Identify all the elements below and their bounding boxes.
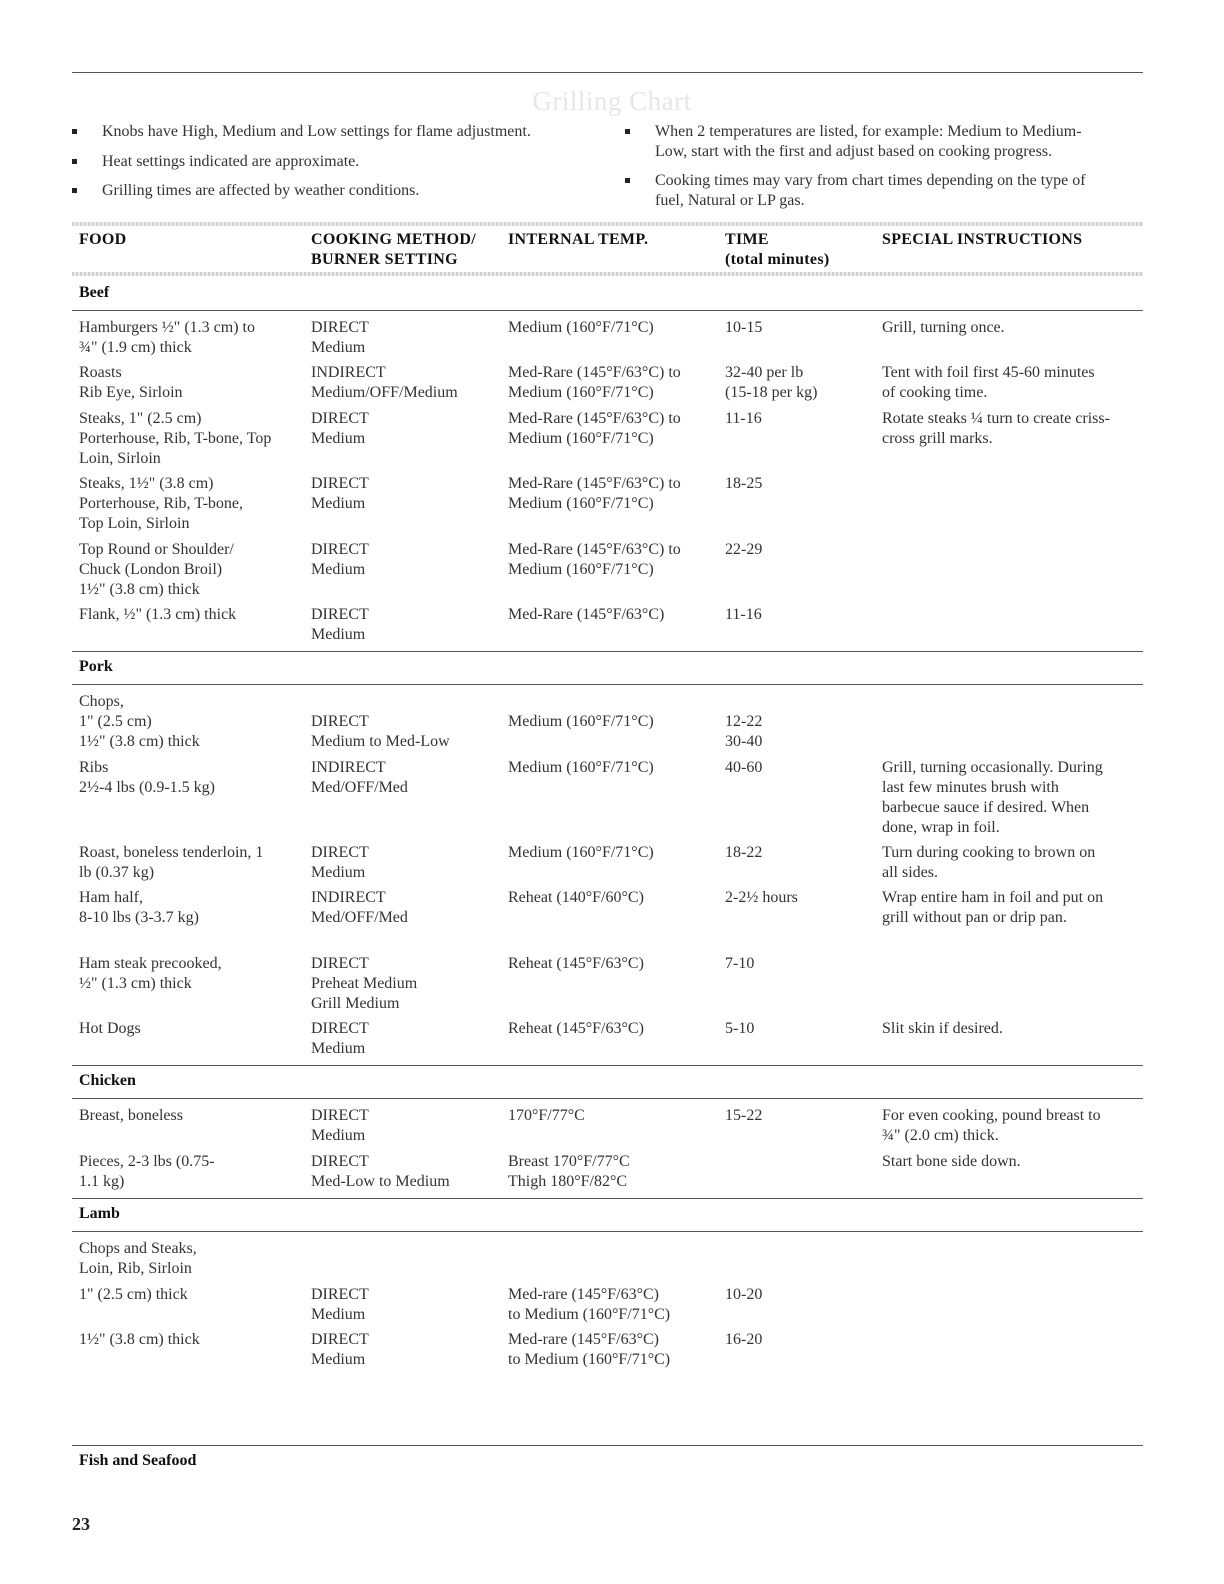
method-cell: DIRECT Medium <box>311 475 369 512</box>
time-cell: 18-22 <box>725 844 763 861</box>
temp-cell: Medium (160°F/71°C) <box>508 319 654 336</box>
method-cell: DIRECT Med-Low to Medium <box>311 1153 450 1190</box>
time-cell: 2-2½ hours <box>725 889 798 906</box>
method-cell: DIRECT Medium <box>311 1286 369 1323</box>
note-item: Heat settings indicated are approximate. <box>72 152 592 172</box>
food-cell: Roasts Rib Eye, Sirloin <box>79 364 183 401</box>
temp-cell: Reheat (145°F/63°C) <box>508 955 644 972</box>
special-cell: For even cooking, pound breast to ¾" (2.0 cm) thick. <box>882 1107 1101 1144</box>
time-cell: 10-20 <box>725 1286 763 1303</box>
food-cell: 1" (2.5 cm) thick <box>79 1286 188 1303</box>
method-cell: INDIRECT Med/OFF/Med <box>311 889 408 926</box>
method-cell: DIRECT Preheat Medium Grill Medium <box>311 955 418 1012</box>
special-cell: Turn during cooking to brown on all sides. <box>882 844 1096 881</box>
temp-cell: Med-rare (145°F/63°C) to Medium (160°F/71°C) <box>508 1331 671 1368</box>
food-cell: Hot Dogs <box>79 1020 141 1037</box>
section-rule <box>72 1065 1143 1066</box>
col-header-time: TIME (total minutes) <box>725 231 830 268</box>
method-cell: DIRECT Medium <box>311 844 369 881</box>
temp-cell: Breast 170°F/77°C Thigh 180°F/82°C <box>508 1153 630 1190</box>
section-beef: Beef <box>79 284 110 301</box>
temp-cell: Medium (160°F/71°C) <box>508 713 654 730</box>
col-header-method: COOKING METHOD/ BURNER SETTING <box>311 231 476 268</box>
page-title: Grilling Chart <box>532 86 692 116</box>
top-rule <box>72 72 1143 73</box>
food-cell: Hamburgers ½" (1.3 cm) to ¾" (1.9 cm) thick <box>79 319 255 356</box>
note-item: When 2 temperatures are listed, for example: Medium to Medium- Low, start with the first and adjust based on cooking progress. <box>625 122 1145 161</box>
time-cell: 10-15 <box>725 319 763 336</box>
time-cell: 7-10 <box>725 955 755 972</box>
section-rule <box>72 684 1143 685</box>
method-cell: DIRECT Medium <box>311 1020 369 1057</box>
method-cell: DIRECT Medium <box>311 1107 369 1144</box>
time-cell: 32-40 per lb (15-18 per kg) <box>725 364 818 401</box>
temp-cell: 170°F/77°C <box>508 1107 585 1124</box>
special-cell: Grill, turning once. <box>882 319 1005 336</box>
temp-cell: Med-rare (145°F/63°C) to Medium (160°F/71°C) <box>508 1286 671 1323</box>
time-cell: 22-29 <box>725 541 763 558</box>
temp-cell: Med-Rare (145°F/63°C) to Medium (160°F/71°C) <box>508 475 681 512</box>
food-cell: Chops, 1" (2.5 cm) 1½" (3.8 cm) thick <box>79 693 200 750</box>
section-rule <box>72 310 1143 311</box>
food-cell: Chops and Steaks, Loin, Rib, Sirloin <box>79 1240 197 1277</box>
method-cell: INDIRECT Medium/OFF/Medium <box>311 364 458 401</box>
temp-cell: Medium (160°F/71°C) <box>508 759 654 776</box>
food-cell: Ham steak precooked, ½" (1.3 cm) thick <box>79 955 222 992</box>
special-cell: Rotate steaks ¼ turn to create criss- cross grill marks. <box>882 410 1110 447</box>
method-cell: DIRECT Medium <box>311 606 369 643</box>
method-cell: DIRECT Medium <box>311 541 369 578</box>
section-rule <box>72 1445 1143 1446</box>
notes-left <box>72 122 592 201</box>
temp-cell: Med-Rare (145°F/63°C) to Medium (160°F/71°C) <box>508 541 681 578</box>
temp-cell: Med-Rare (145°F/63°C) to Medium (160°F/71°C) <box>508 364 681 401</box>
method-cell: INDIRECT Med/OFF/Med <box>311 759 408 796</box>
special-cell: Slit skin if desired. <box>882 1020 1003 1037</box>
temp-cell: Reheat (140°F/60°C) <box>508 889 644 906</box>
section-rule <box>72 1098 1143 1099</box>
time-cell: 11-16 <box>725 606 762 623</box>
special-cell: Grill, turning occasionally. During last few minutes brush with barbecue sauce if desired. When done, wrap in foil. <box>882 759 1103 836</box>
temp-cell: Med-Rare (145°F/63°C) to Medium (160°F/71°C) <box>508 410 681 447</box>
section-lamb: Lamb <box>79 1205 120 1222</box>
method-cell: DIRECT Medium <box>311 319 369 356</box>
section-rule <box>72 651 1143 652</box>
food-cell: 1½" (3.8 cm) thick <box>79 1331 200 1348</box>
method-cell: DIRECT Medium to Med-Low <box>311 713 450 750</box>
section-rule <box>72 1198 1143 1199</box>
note-item: Cooking times may vary from chart times depending on the type of fuel, Natural or LP gas. <box>625 171 1145 210</box>
col-header-food: FOOD <box>79 231 127 248</box>
time-cell: 16-20 <box>725 1331 763 1348</box>
food-cell: Pieces, 2-3 lbs (0.75- 1.1 kg) <box>79 1153 215 1190</box>
section-rule <box>72 1231 1143 1232</box>
food-cell: Top Round or Shoulder/ Chuck (London Broil) 1½" (3.8 cm) thick <box>79 541 234 598</box>
temp-cell: Reheat (145°F/63°C) <box>508 1020 644 1037</box>
header-bottom-rule <box>72 272 1143 276</box>
food-cell: Breast, boneless <box>79 1107 183 1124</box>
special-cell: Wrap entire ham in foil and put on grill without pan or drip pan. <box>882 889 1104 926</box>
time-cell: 12-22 30-40 <box>725 713 763 750</box>
header-top-rule <box>72 222 1143 226</box>
col-header-special: SPECIAL INSTRUCTIONS <box>882 231 1083 248</box>
food-cell: Ham half, 8-10 lbs (3-3.7 kg) <box>79 889 199 926</box>
section-chicken: Chicken <box>79 1072 136 1089</box>
temp-cell: Medium (160°F/71°C) <box>508 844 654 861</box>
col-header-temp: INTERNAL TEMP. <box>508 231 649 248</box>
special-cell: Tent with foil first 45-60 minutes of cooking time. <box>882 364 1095 401</box>
time-cell: 11-16 <box>725 410 762 427</box>
time-cell: 18-25 <box>725 475 763 492</box>
time-cell: 40-60 <box>725 759 763 776</box>
special-cell: Start bone side down. <box>882 1153 1021 1170</box>
page-number: 23 <box>72 1514 90 1534</box>
food-cell: Steaks, 1½" (3.8 cm) Porterhouse, Rib, T-bone, Top Loin, Sirloin <box>79 475 243 532</box>
time-cell: 5-10 <box>725 1020 755 1037</box>
temp-cell: Med-Rare (145°F/63°C) <box>508 606 665 623</box>
food-cell: Ribs 2½-4 lbs (0.9-1.5 kg) <box>79 759 215 796</box>
section-fish: Fish and Seafood <box>79 1452 197 1469</box>
notes-right <box>625 122 1145 210</box>
food-cell: Steaks, 1" (2.5 cm) Porterhouse, Rib, T-bone, Top Loin, Sirloin <box>79 410 272 467</box>
food-cell: Flank, ½" (1.3 cm) thick <box>79 606 237 623</box>
time-cell: 15-22 <box>725 1107 763 1124</box>
method-cell: DIRECT Medium <box>311 410 369 447</box>
note-item: Knobs have High, Medium and Low settings for flame adjustment. <box>72 122 592 142</box>
food-cell: Roast, boneless tenderloin, 1 lb (0.37 kg) <box>79 844 264 881</box>
method-cell: DIRECT Medium <box>311 1331 369 1368</box>
section-pork: Pork <box>79 658 113 675</box>
note-item: Grilling times are affected by weather conditions. <box>72 181 592 201</box>
